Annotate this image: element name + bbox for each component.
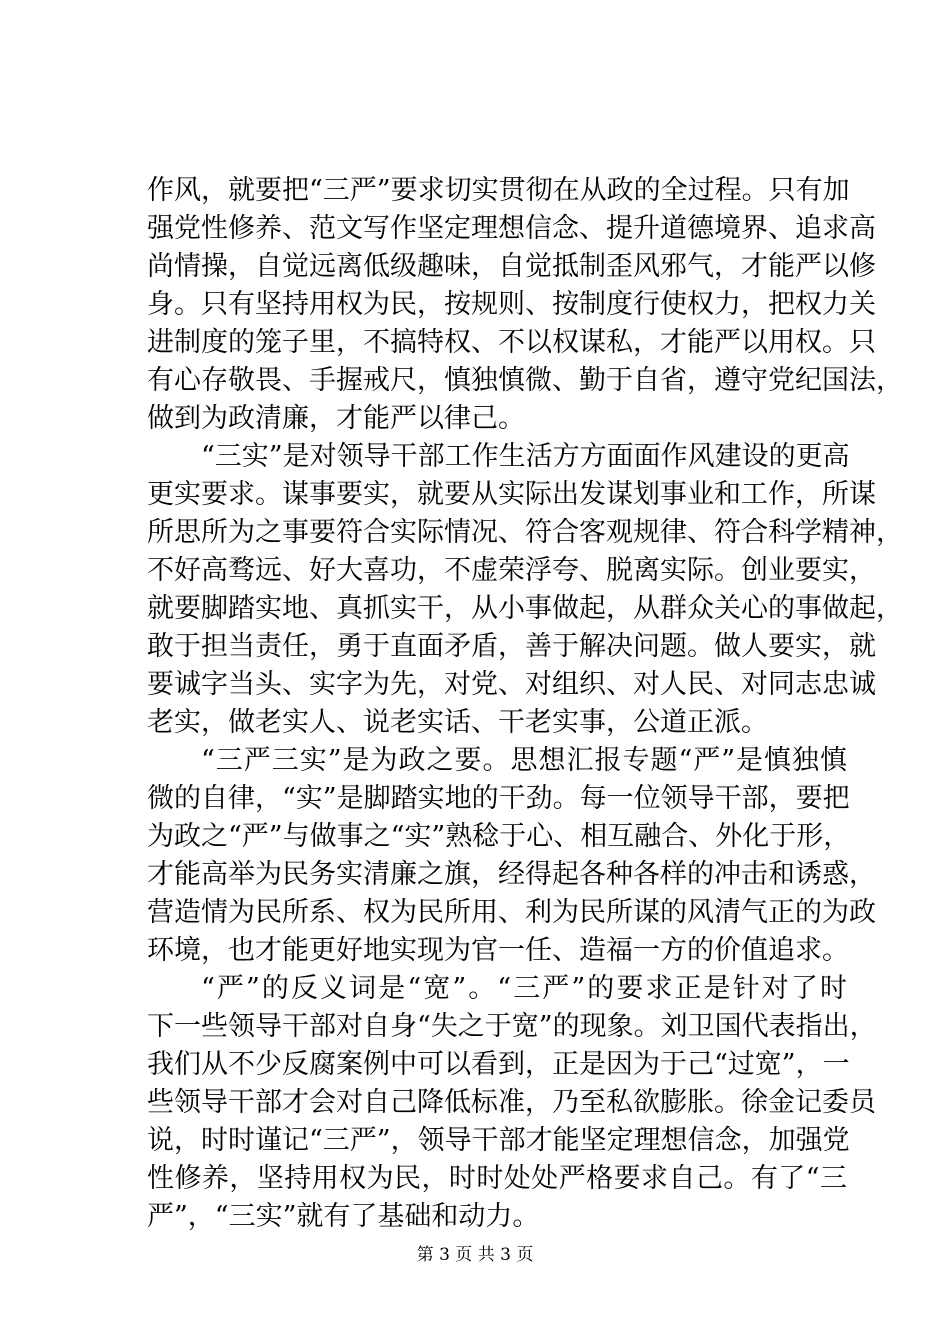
text-line: 做到为政清廉，才能严以律己。 [147,403,525,434]
text-line: 尚情操，自觉远离低级趣味，自觉抵制歪风邪气，才能严以修 [147,251,876,282]
text-line: “三实”是对领导干部工作生活方方面面作风建设的更高 [201,441,850,472]
text-line: 就要脚踏实地、真抓实干，从小事做起，从群众关心的事做起， [147,593,903,624]
text-line: 老实，做老实人、说老实话、干老实事，公道正派。 [147,707,768,738]
text-line: “三严三实”是为政之要。思想汇报专题“严”是慎独慎 [201,745,847,776]
text-line: 作风，就要把“三严”要求切实贯彻在从政的全过程。只有加 [147,175,850,206]
text-line: 说，时时谨记“三严”，领导干部才能坚定理想信念，加强党 [147,1125,850,1156]
text-line: 敢于担当责任，勇于直面矛盾，善于解决问题。做人要实，就 [147,631,876,662]
text-line: 为政之“严”与做事之“实”熟稔于心、相互融合、外化于形， [147,821,851,852]
text-line: 更实要求。谋事要实，就要从实际出发谋划事业和工作，所谋 [147,479,876,510]
text-line: 强党性修养、范文写作坚定理想信念、提升道德境界、追求高 [147,213,876,244]
page-footer: 第 3 页 共 3 页 [416,1245,534,1265]
text-line: 严”，“三实”就有了基础和动力。 [147,1201,540,1232]
text-line: 下一些领导干部对自身“失之于宽”的现象。刘卫国代表指出， [147,1011,877,1042]
text-line: 性修养，坚持用权为民，时时处处严格要求自己。有了“三 [147,1163,847,1194]
text-line: 微的自律，“实”是脚踏实地的干劲。每一位领导干部，要把 [147,783,850,814]
text-line: 我们从不少反腐案例中可以看到，正是因为于己“过宽”，一 [147,1049,850,1080]
text-line: 要诚字当头、实字为先，对党、对组织、对人民、对同志忠诚 [147,669,876,700]
text-line: 营造情为民所系、权为民所用、利为民所谋的风清气正的为政 [147,897,876,928]
text-line: 些领导干部才会对自己降低标准，乃至私欲膨胀。徐金记委员 [147,1087,876,1118]
text-line: 有心存敬畏、手握戒尺，慎独慎微、勤于自省，遵守党纪国法， [147,365,903,396]
text-line: 不好高骛远、好大喜功，不虚荣浮夸、脱离实际。创业要实， [147,555,876,586]
document-body [147,172,903,1236]
text-line: 才能高举为民务实清廉之旗，经得起各种各样的冲击和诱惑， [147,859,876,890]
text-line: 身。只有坚持用权为民，按规则、按制度行使权力，把权力关 [147,289,876,320]
text-line: 环境，也才能更好地实现为官一任、造福一方的价值追求。 [147,935,849,966]
text-line: 所思所为之事要符合实际情况、符合客观规律、符合科学精神， [147,517,903,548]
text-line: 进制度的笼子里，不搞特权、不以权谋私，才能严以用权。只 [147,327,876,358]
text-line: “严”的反义词是“宽”。“三严”的要求正是针对了时 [201,973,847,1004]
